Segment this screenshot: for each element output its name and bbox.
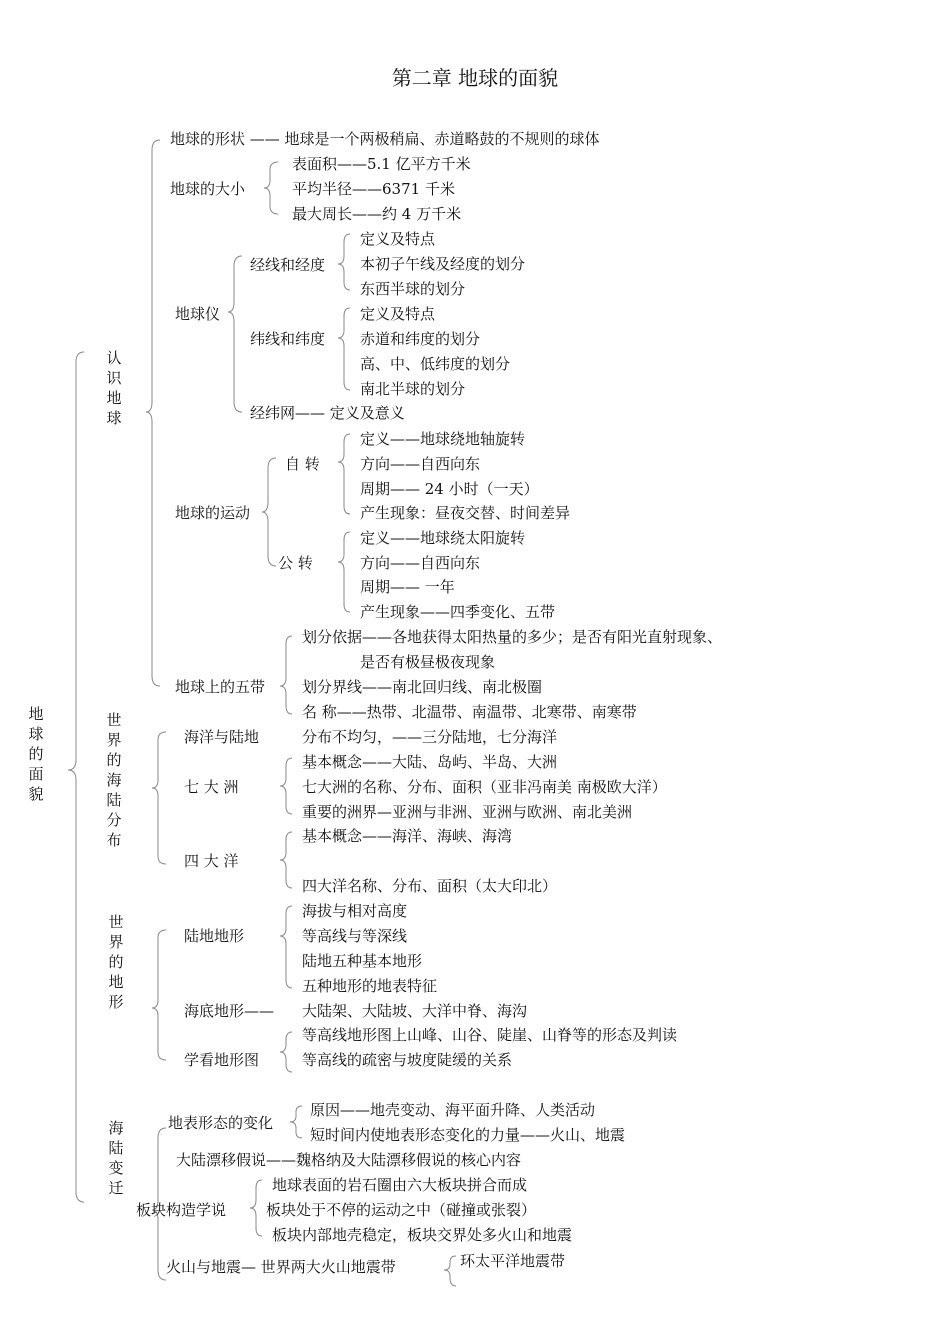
continents-item: 重要的洲界—亚洲与非洲、亚洲与欧洲、南北美洲 [302, 803, 633, 821]
change-item: 原因——地壳变动、海平面升降、人类活动 [310, 1101, 596, 1119]
seafloor-heading: 海底地形—— [184, 1002, 275, 1020]
rotation-heading: 自 转 [285, 455, 320, 473]
continents-heading: 七 大 洲 [184, 778, 239, 796]
parallel-item: 定义及特点 [360, 305, 436, 323]
meridian-item: 定义及特点 [360, 230, 436, 248]
revolution-item: 产生现象——四季变化、五带 [360, 603, 556, 621]
zones-item: 是否有极昼极夜现象 [360, 653, 496, 671]
plate-heading: 板块构造学说 [136, 1201, 227, 1219]
revolution-item: 方向——自西向东 [360, 554, 481, 572]
change-heading: 地表形态的变化 [168, 1114, 274, 1132]
volcano-heading: 火山与地震— 世界两大火山地震带 [166, 1258, 396, 1276]
oceans-heading: 四 大 洋 [184, 852, 239, 870]
plate-item: 地球表面的岩石圈由六大板块拼合而成 [272, 1176, 528, 1194]
parallel-item: 高、中、低纬度的划分 [360, 355, 511, 373]
meridian-item: 东西半球的划分 [360, 280, 466, 298]
landform-item: 等高线与等深线 [302, 927, 408, 945]
zones-item: 划分界线——南北回归线、南北极圈 [302, 678, 543, 696]
parallel-item: 赤道和纬度的划分 [360, 330, 481, 348]
root-label [26, 704, 46, 804]
rotation-item: 周期—— 24 小时（一天） [360, 480, 539, 498]
plate-item: 板块内部地壳稳定，板块交界处多火山和地震 [272, 1226, 573, 1244]
oceans-item: 基本概念——海洋、海峡、海湾 [302, 827, 513, 845]
oceans-item: 四大洋名称、分布、面积（太大印北） [302, 877, 558, 895]
plate-item: 板块处于不停的运动之中（碰撞或张裂） [266, 1201, 537, 1219]
seafloor-item: 大陆架、大陆坡、大洋中脊、海沟 [302, 1002, 528, 1020]
section-4-label: 海陆变迁 [108, 1119, 124, 1197]
size-item: 平均半径——6371 千米 [292, 180, 455, 198]
drift-line: 大陆漂移假说——魏格纳及大陆漂移假说的核心内容 [176, 1151, 522, 1169]
continents-item: 基本概念——大陆、岛屿、半岛、大洲 [302, 753, 558, 771]
rotation-item: 定义——地球绕地轴旋转 [360, 430, 526, 448]
map-heading: 学看地形图 [184, 1051, 260, 1069]
page-title: 第二章 地球的面貌 [391, 66, 559, 90]
change-item: 短时间内使地表形态变化的力量——火山、地震 [310, 1126, 626, 1144]
continents-item: 七大洲的名称、分布、面积（亚非冯南美 南极欧大洋） [302, 778, 667, 796]
section-2-label: 世界的海陆分布 [106, 711, 122, 849]
parallel-heading: 纬线和纬度 [250, 330, 326, 348]
size-item: 最大周长——约 4 万千米 [292, 205, 462, 223]
landform-item: 海拔与相对高度 [302, 902, 408, 920]
landform-item: 陆地五种基本地形 [302, 952, 423, 970]
parallel-item: 南北半球的划分 [360, 380, 466, 398]
meridian-item: 本初子午线及经度的划分 [360, 255, 526, 273]
motion-heading: 地球的运动 [175, 504, 251, 522]
map-item: 等高线的疏密与坡度陡缓的关系 [302, 1051, 513, 1069]
ocean-land-item: 分布不均匀，——三分陆地，七分海洋 [302, 728, 558, 746]
volcano-item: 环太平洋地震带 [460, 1252, 566, 1270]
revolution-item: 定义——地球绕太阳旋转 [360, 529, 526, 547]
zones-item: 划分依据——各地获得太阳热量的多少；是否有阳光直射现象、 [302, 628, 723, 646]
landform-item: 五种地形的地表特征 [302, 977, 438, 995]
rotation-item: 产生现象：昼夜交替、时间差异 [360, 504, 571, 522]
size-heading: 地球的大小 [170, 180, 246, 198]
landform-heading: 陆地地形 [184, 927, 245, 945]
zones-heading: 地球上的五带 [175, 678, 266, 696]
size-item: 表面积——5.1 亿平方千米 [292, 155, 471, 173]
zones-item: 名 称——热带、北温带、南温带、北寒带、南寒带 [302, 703, 637, 721]
section-3-label: 世界的地形 [108, 913, 124, 1011]
grid-line: 经纬网—— 定义及意义 [250, 404, 405, 422]
rotation-item: 方向——自西向东 [360, 455, 481, 473]
shape-line: 地球的形状 —— 地球是一个两极稍扁、赤道略鼓的不规则的球体 [170, 130, 600, 148]
section-1-label: 认识地球 [106, 349, 122, 427]
revolution-heading: 公 转 [278, 554, 313, 572]
root-text: 地球的面貌 [28, 705, 44, 803]
meridian-heading: 经线和经度 [250, 256, 326, 274]
revolution-item: 周期—— 一年 [360, 578, 455, 596]
globe-heading: 地球仪 [175, 305, 221, 323]
ocean-land-heading: 海洋与陆地 [184, 728, 260, 746]
map-item: 等高线地形图上山峰、山谷、陡崖、山脊等的形态及判读 [302, 1026, 678, 1044]
